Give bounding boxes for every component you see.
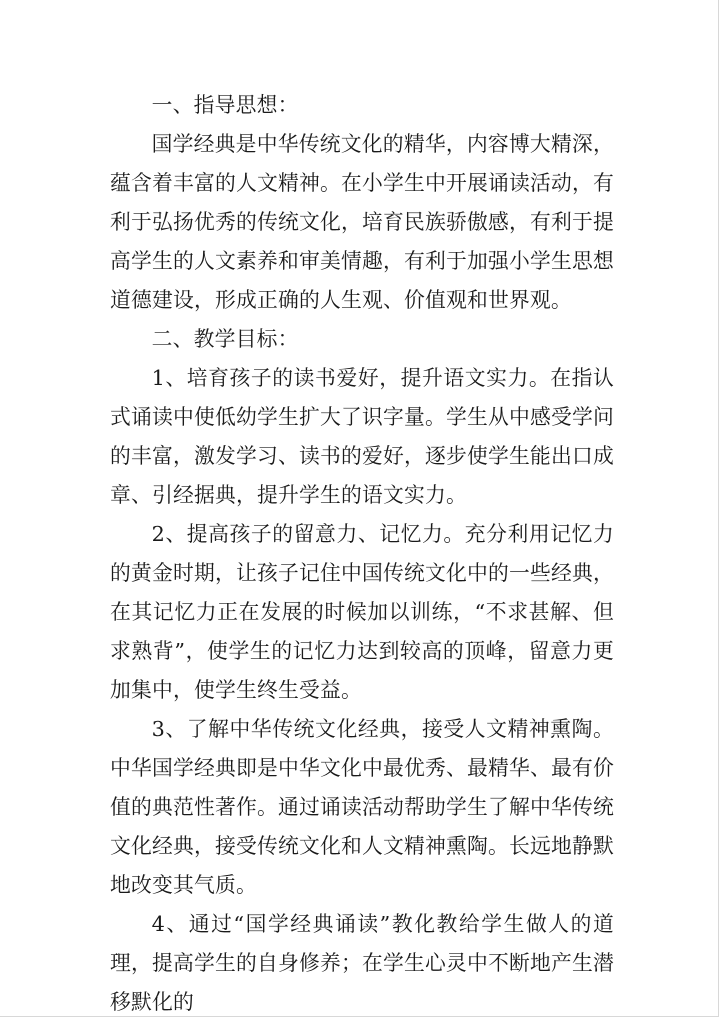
section-heading-guiding-thought: 一、指导思想：: [151, 93, 299, 117]
paragraph-guiding-thought: 国学经典是中华传统文化的精华，内容博大精深，蕴含着丰富的人文精神。在小学生中开展诵读活动，有利于弘扬优秀的传统文化，培育民族骄傲感，有利于提高学生的人文素养和审美情趣，有利于加强小学生思想道德建设，形成正确的人生观、价值观和世界观。: [110, 132, 614, 312]
paragraph-goal-4: 4、通过“国学经典诵读”教化教给学生做人的道理，提高学生的自身修养；在学生心灵中不断地产生潜移默化的: [110, 912, 614, 1014]
paragraph-goal-3: 3、了解中华传统文化经典，接受人文精神熏陶。中华国学经典即是中华文化中最优秀、最精华、最有价值的典范性著作。通过诵读活动帮助学生了解中华传统文化经典，接受传统文化和人文精神熏陶。长远地静默地改变其气质。: [110, 717, 614, 897]
document-body: [110, 86, 614, 1022]
section-heading-teaching-goals: 二、教学目标：: [151, 327, 299, 351]
paragraph-goal-2: 2、提高孩子的留意力、记忆力。充分利用记忆力的黄金时期，让孩子记住中国传统文化中的一些经典，在其记忆力正在发展的时候加以训练，“不求甚解、但求熟背”，使学生的记忆力达到较高的顶峰，留意力更加集中，使学生终生受益。: [110, 522, 614, 702]
paragraph-goal-1: 1、培育孩子的读书爱好，提升语文实力。在指认式诵读中使低幼学生扩大了识字量。学生从中感受学问的丰富，激发学习、读书的爱好，逐步使学生能出口成章、引经据典，提升学生的语文实力。: [110, 366, 614, 507]
